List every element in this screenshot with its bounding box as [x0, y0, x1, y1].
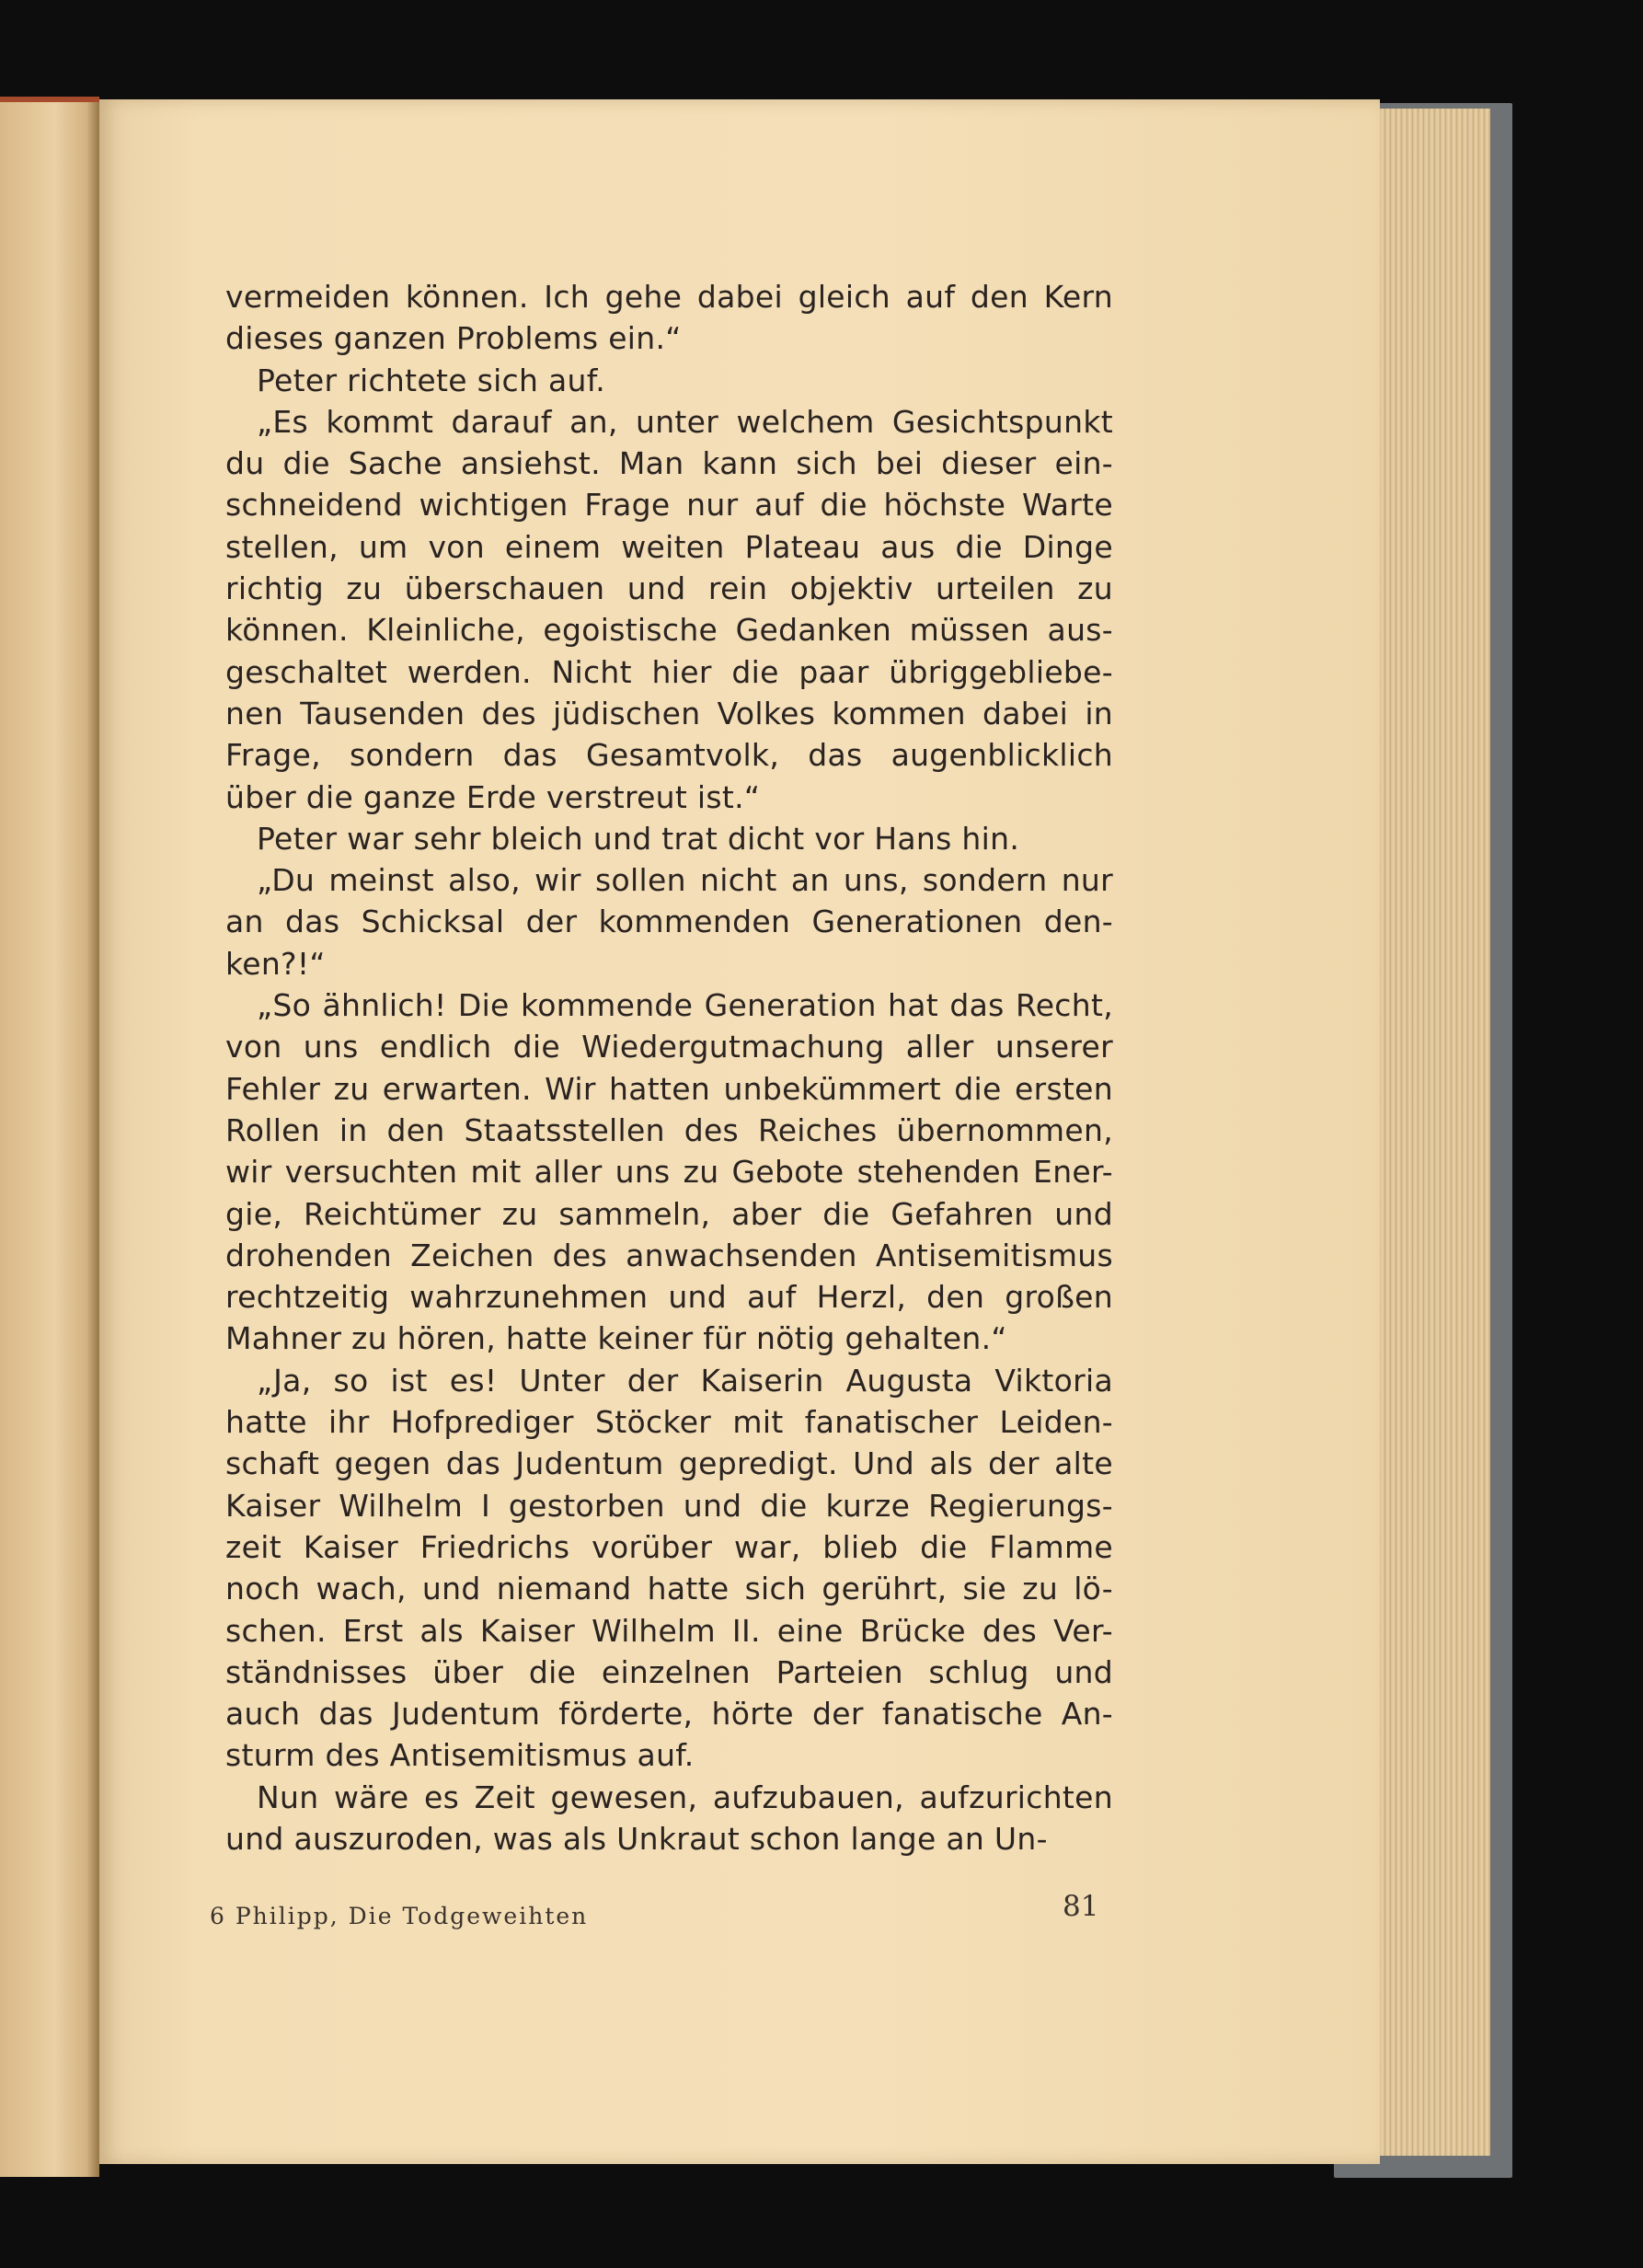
- text-line: über die ganze Erde verstreut ist.“: [225, 778, 761, 815]
- text-line: „Ja, so ist es! Unter der Kaiserin Augusta Viktoria: [257, 1362, 1113, 1399]
- paragraph: [225, 818, 1113, 859]
- text-line: du die Sache ansiehst. Man kann sich bei dieser ein-: [225, 445, 1113, 482]
- text-line: „So ähnlich! Die kommende Generation hat das Recht,: [257, 987, 1113, 1024]
- text-line: und auszuroden, was als Unkraut schon lange an Un-: [225, 1820, 1048, 1857]
- text-line: Frage, sondern das Gesamtvolk, das augenblicklich: [225, 737, 1113, 774]
- paragraph: [225, 984, 1113, 1360]
- text-line: schneidend wichtigen Frage nur auf die höchste Warte: [225, 487, 1113, 524]
- text-line: nen Tausenden des jüdischen Volkes kommen dabei in: [225, 695, 1113, 731]
- text-line: ken?!“: [225, 945, 326, 982]
- text-line: an das Schicksal der kommenden Generationen den-: [225, 904, 1113, 940]
- text-line: sturm des Antisemitismus auf.: [225, 1737, 695, 1774]
- text-line: ständnisses über die einzelnen Parteien schlug und: [225, 1653, 1113, 1690]
- page-number: 81: [1063, 1890, 1099, 1923]
- text-line: noch wach, und niemand hatte sich gerührt, sie zu lö-: [225, 1571, 1113, 1607]
- paragraph: [225, 401, 1113, 818]
- text-line: schen. Erst als Kaiser Wilhelm II. eine Brücke des Ver-: [225, 1612, 1113, 1649]
- text-line: dieses ganzen Problems ein.“: [225, 320, 682, 357]
- text-line: wir versuchten mit aller uns zu Gebote stehenden Ener-: [225, 1154, 1113, 1191]
- text-line: rechtzeitig wahrzunehmen und auf Herzl, den großen: [225, 1279, 1113, 1316]
- text-line: „Es kommt darauf an, unter welchem Gesichtspunkt: [257, 403, 1113, 440]
- text-line: Kaiser Wilhelm I gestorben und die kurze Regierungs-: [225, 1487, 1113, 1524]
- text-line: drohenden Zeichen des anwachsenden Antisemitismus: [225, 1237, 1113, 1273]
- paragraph: [225, 360, 1113, 401]
- text-line: Rollen in den Staatsstellen des Reiches übernommen,: [225, 1111, 1113, 1148]
- paragraph: [225, 276, 1113, 360]
- text-line: Peter richtete sich auf.: [257, 362, 606, 398]
- text-line: auch das Judentum förderte, hörte der fanatische An-: [225, 1696, 1113, 1733]
- paragraph: [225, 1777, 1113, 1860]
- text-line: geschaltet werden. Nicht hier die paar übriggebliebe-: [225, 653, 1113, 690]
- text-line: „Du meinst also, wir sollen nicht an uns, sondern nur: [257, 862, 1113, 899]
- paragraph: [225, 1360, 1113, 1777]
- footer-signature: 6 Philipp, Die Todgeweihten: [210, 1903, 589, 1929]
- text-line: von uns endlich die Wiedergutmachung aller unserer: [225, 1029, 1113, 1065]
- text-line: hatte ihr Hofprediger Stöcker mit fanatischer Leiden-: [225, 1404, 1113, 1441]
- text-line: schaft gegen das Judentum gepredigt. Und als der alte: [225, 1445, 1113, 1482]
- left-page-edge: [0, 97, 99, 2177]
- body-text: [225, 276, 1113, 1859]
- text-line: Mahner zu hören, hatte keiner für nötig gehalten.“: [225, 1320, 1007, 1357]
- text-line: können. Kleinliche, egoistische Gedanken müssen aus-: [225, 612, 1113, 649]
- paragraph: [225, 859, 1113, 984]
- text-line: zeit Kaiser Friedrichs vorüber war, blieb die Flamme: [225, 1528, 1113, 1565]
- text-line: stellen, um von einem weiten Plateau aus die Dinge: [225, 528, 1113, 565]
- text-line: Peter war sehr bleich und trat dicht vor Hans hin.: [257, 820, 1020, 857]
- text-line: Nun wäre es Zeit gewesen, aufzubauen, aufzurichten: [257, 1779, 1113, 1815]
- text-line: richtig zu überschauen und rein objektiv urteilen zu: [225, 570, 1113, 607]
- text-line: vermeiden können. Ich gehe dabei gleich auf den Kern: [225, 279, 1113, 315]
- text-line: gie, Reichtümer zu sammeln, aber die Gefahren und: [225, 1195, 1113, 1232]
- text-line: Fehler zu erwarten. Wir hatten unbekümmert die ersten: [225, 1070, 1113, 1107]
